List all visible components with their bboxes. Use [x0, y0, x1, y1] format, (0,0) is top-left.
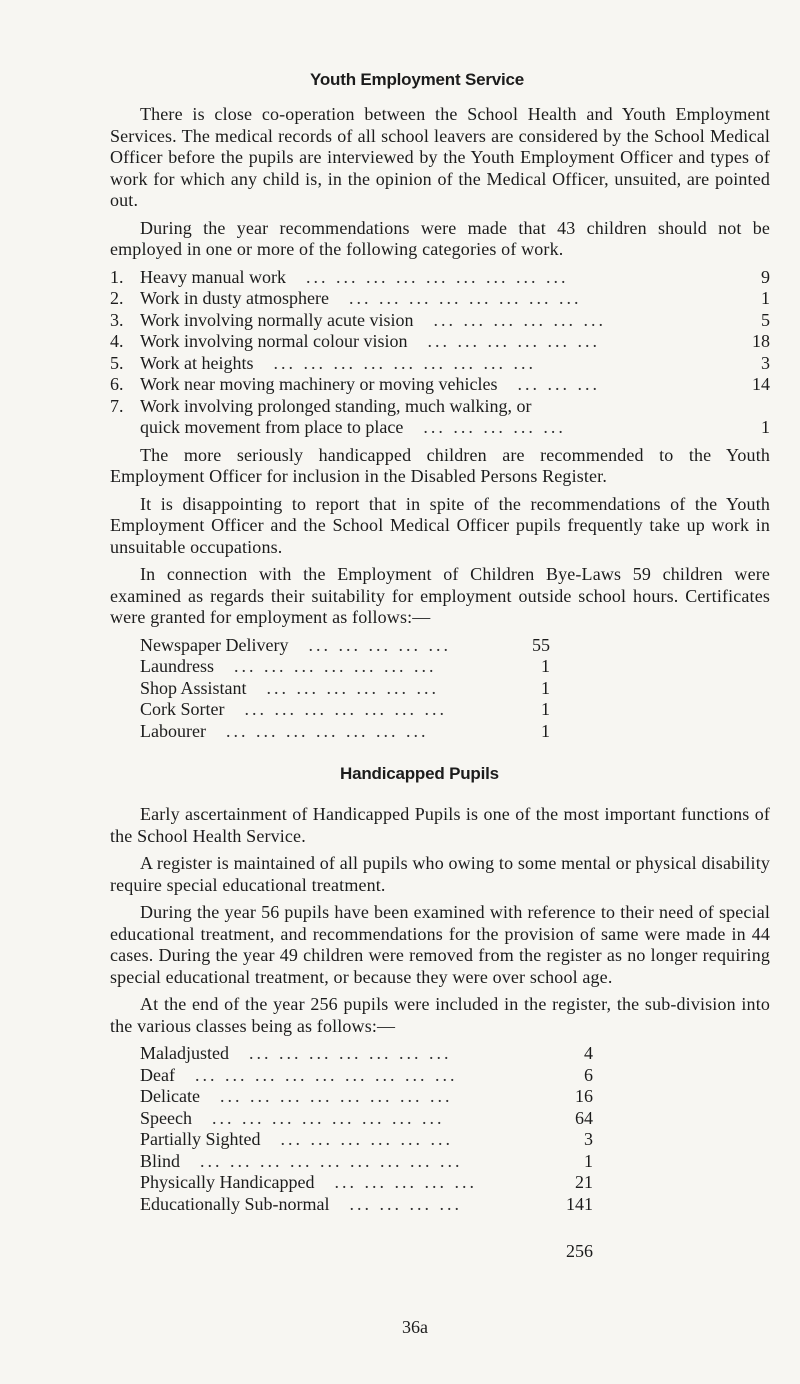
- classes-total: 256: [566, 1241, 593, 1261]
- row-label: Cork Sorter: [140, 699, 225, 719]
- list-item: 2. Work in dusty atmosphere ... ... ... ... ... ... ... ... 1: [110, 288, 770, 308]
- item-number: 5.: [110, 352, 124, 373]
- list-item: 3. Work involving normally acute vision ... ... ... ... ... ... 5: [110, 309, 770, 330]
- row-value: 16: [575, 1086, 593, 1106]
- item-value: 1: [761, 417, 770, 437]
- work-categories-list: [110, 267, 770, 439]
- item-number: 4.: [110, 331, 124, 351]
- paragraph: There is close co-operation between the School Health and Youth Employment Services. The medical records of all school leavers are considered by the School Medical Officer before the pupils are interviewed by the Youth Employment Officer and types of work for which any child is, in the opinion of the Medical Officer, unsuited, are pointed out.: [110, 104, 770, 210]
- section-title: Youth Employment Service: [310, 70, 525, 89]
- page-content: [110, 70, 770, 1262]
- table-row: Maladjusted ... ... ... ... ... ... ... 4: [140, 1043, 593, 1063]
- table-row: Educationally Sub-normal ... ... ... ... 141: [140, 1193, 593, 1214]
- item-label: Work near moving machinery or moving vehicles: [140, 374, 498, 394]
- item-value: 14: [752, 374, 770, 394]
- paragraph: During the year 56 pupils have been examined with reference to their need of special educational treatment, and recommendations for the provision of same were made in 44 cases. During the year 49 children were removed from the register as no longer requiring special educational treatment, or because they were over school age.: [110, 902, 770, 987]
- paragraph: At the end of the year 256 pupils were included in the register, the sub-division into the various classes being as follows:—: [110, 994, 770, 1036]
- paragraph: The more seriously handicapped children are recommended to the Youth Employment Officer for inclusion in the Disabled Persons Register.: [110, 444, 770, 486]
- paragraph: It is disappointing to report that in spite of the recommendations of the Youth Employment Officer and the School Medical Officer pupils frequently take up work in unsuitable occupations.: [110, 493, 770, 557]
- row-value: 64: [575, 1107, 593, 1128]
- row-value: 21: [575, 1172, 593, 1192]
- table-row: Labourer ... ... ... ... ... ... ... 1: [140, 720, 550, 741]
- item-number: 2.: [110, 288, 124, 308]
- row-label: Physically Handicapped: [140, 1172, 315, 1192]
- item-label: Work in dusty atmosphere: [140, 288, 330, 308]
- row-label: Laundress: [140, 656, 214, 676]
- item-label: Work involving prolonged standing, much walking, or: [140, 395, 532, 416]
- list-item: 1. Heavy manual work ... ... ... ... ... ... ... ... ... 9: [110, 266, 770, 287]
- row-value: 3: [584, 1129, 593, 1149]
- item-number: 7.: [110, 395, 124, 416]
- row-label: Shop Assistant: [140, 677, 247, 698]
- table-row: Delicate ... ... ... ... ... ... ... ... 16: [140, 1086, 593, 1106]
- table-row: Laundress ... ... ... ... ... ... ... 1: [140, 656, 550, 676]
- row-label: Labourer: [140, 720, 206, 741]
- row-label: Blind: [140, 1150, 181, 1171]
- list-item: 6. Work near moving machinery or moving vehicles ... ... ... 14: [110, 374, 770, 394]
- paragraph: During the year recommendations were made that 43 children should not be employed in one or more of the following categories of work.: [110, 217, 770, 259]
- table-row: Shop Assistant ... ... ... ... ... ... 1: [140, 677, 550, 698]
- item-label: Work involving normally acute vision: [140, 309, 414, 330]
- certificates-table: [140, 635, 550, 743]
- table-row: Physically Handicapped ... ... ... ... ... 21: [140, 1172, 593, 1192]
- table-row: Newspaper Delivery ... ... ... ... ... 55: [140, 634, 550, 655]
- item-number: 3.: [110, 309, 124, 330]
- row-label: Deaf: [140, 1064, 175, 1085]
- section-subtitle: Handicapped Pupils: [340, 764, 499, 783]
- row-label: Speech: [140, 1107, 192, 1128]
- page-number: 36a: [402, 1317, 428, 1337]
- item-number: 1.: [110, 266, 124, 287]
- item-label: Work at heights: [140, 352, 254, 373]
- row-label: Educationally Sub-normal: [140, 1193, 330, 1214]
- row-value: 4: [584, 1043, 593, 1063]
- table-row: Cork Sorter ... ... ... ... ... ... ... 1: [140, 699, 550, 719]
- item-number: 6.: [110, 374, 124, 394]
- item-value: 18: [752, 331, 770, 351]
- row-label: Delicate: [140, 1086, 200, 1106]
- row-label: Newspaper Delivery: [140, 634, 289, 655]
- table-row: Partially Sighted ... ... ... ... ... ... 3: [140, 1129, 593, 1149]
- table-row: Deaf ... ... ... ... ... ... ... ... ... 6: [140, 1064, 593, 1085]
- item-label: Heavy manual work: [140, 266, 286, 287]
- row-label: Partially Sighted: [140, 1129, 261, 1149]
- paragraph: In connection with the Employment of Children Bye-Laws 59 children were examined as regards their suitability for employment outside school hours. Certificates were granted for employment as follows:—: [110, 564, 770, 627]
- list-item: 7. Work involving prolonged standing, much walking, or quick movement from place to place ... ... ... ... ... 1: [110, 395, 770, 437]
- list-item: 4. Work involving normal colour vision ... ... ... ... ... ... 18: [110, 331, 770, 351]
- item-value: 5: [761, 309, 770, 330]
- classes-table: [140, 1043, 593, 1215]
- row-value: 141: [566, 1193, 593, 1214]
- item-value: 1: [761, 288, 770, 308]
- row-value: 1: [541, 699, 550, 719]
- item-value: 3: [761, 352, 770, 373]
- row-value: 55: [532, 634, 550, 655]
- paragraph: Early ascertainment of Handicapped Pupils is one of the most important functions of the School Health Service.: [110, 804, 770, 846]
- row-value: 6: [584, 1064, 593, 1085]
- item-label: Work involving normal colour vision: [140, 331, 408, 351]
- table-row: Blind ... ... ... ... ... ... ... ... ... 1: [140, 1150, 593, 1171]
- item-label-continued: quick movement from place to place: [140, 417, 404, 437]
- paragraph: A register is maintained of all pupils who owing to some mental or physical disability require special educational treatment.: [110, 853, 770, 895]
- row-value: 1: [584, 1150, 593, 1171]
- row-value: 1: [541, 677, 550, 698]
- list-item: 5. Work at heights ... ... ... ... ... ... ... ... ... 3: [110, 352, 770, 373]
- table-row: Speech ... ... ... ... ... ... ... ... 64: [140, 1107, 593, 1128]
- row-value: 1: [541, 656, 550, 676]
- row-value: 1: [541, 720, 550, 741]
- item-value: 9: [761, 266, 770, 287]
- row-label: Maladjusted: [140, 1043, 229, 1063]
